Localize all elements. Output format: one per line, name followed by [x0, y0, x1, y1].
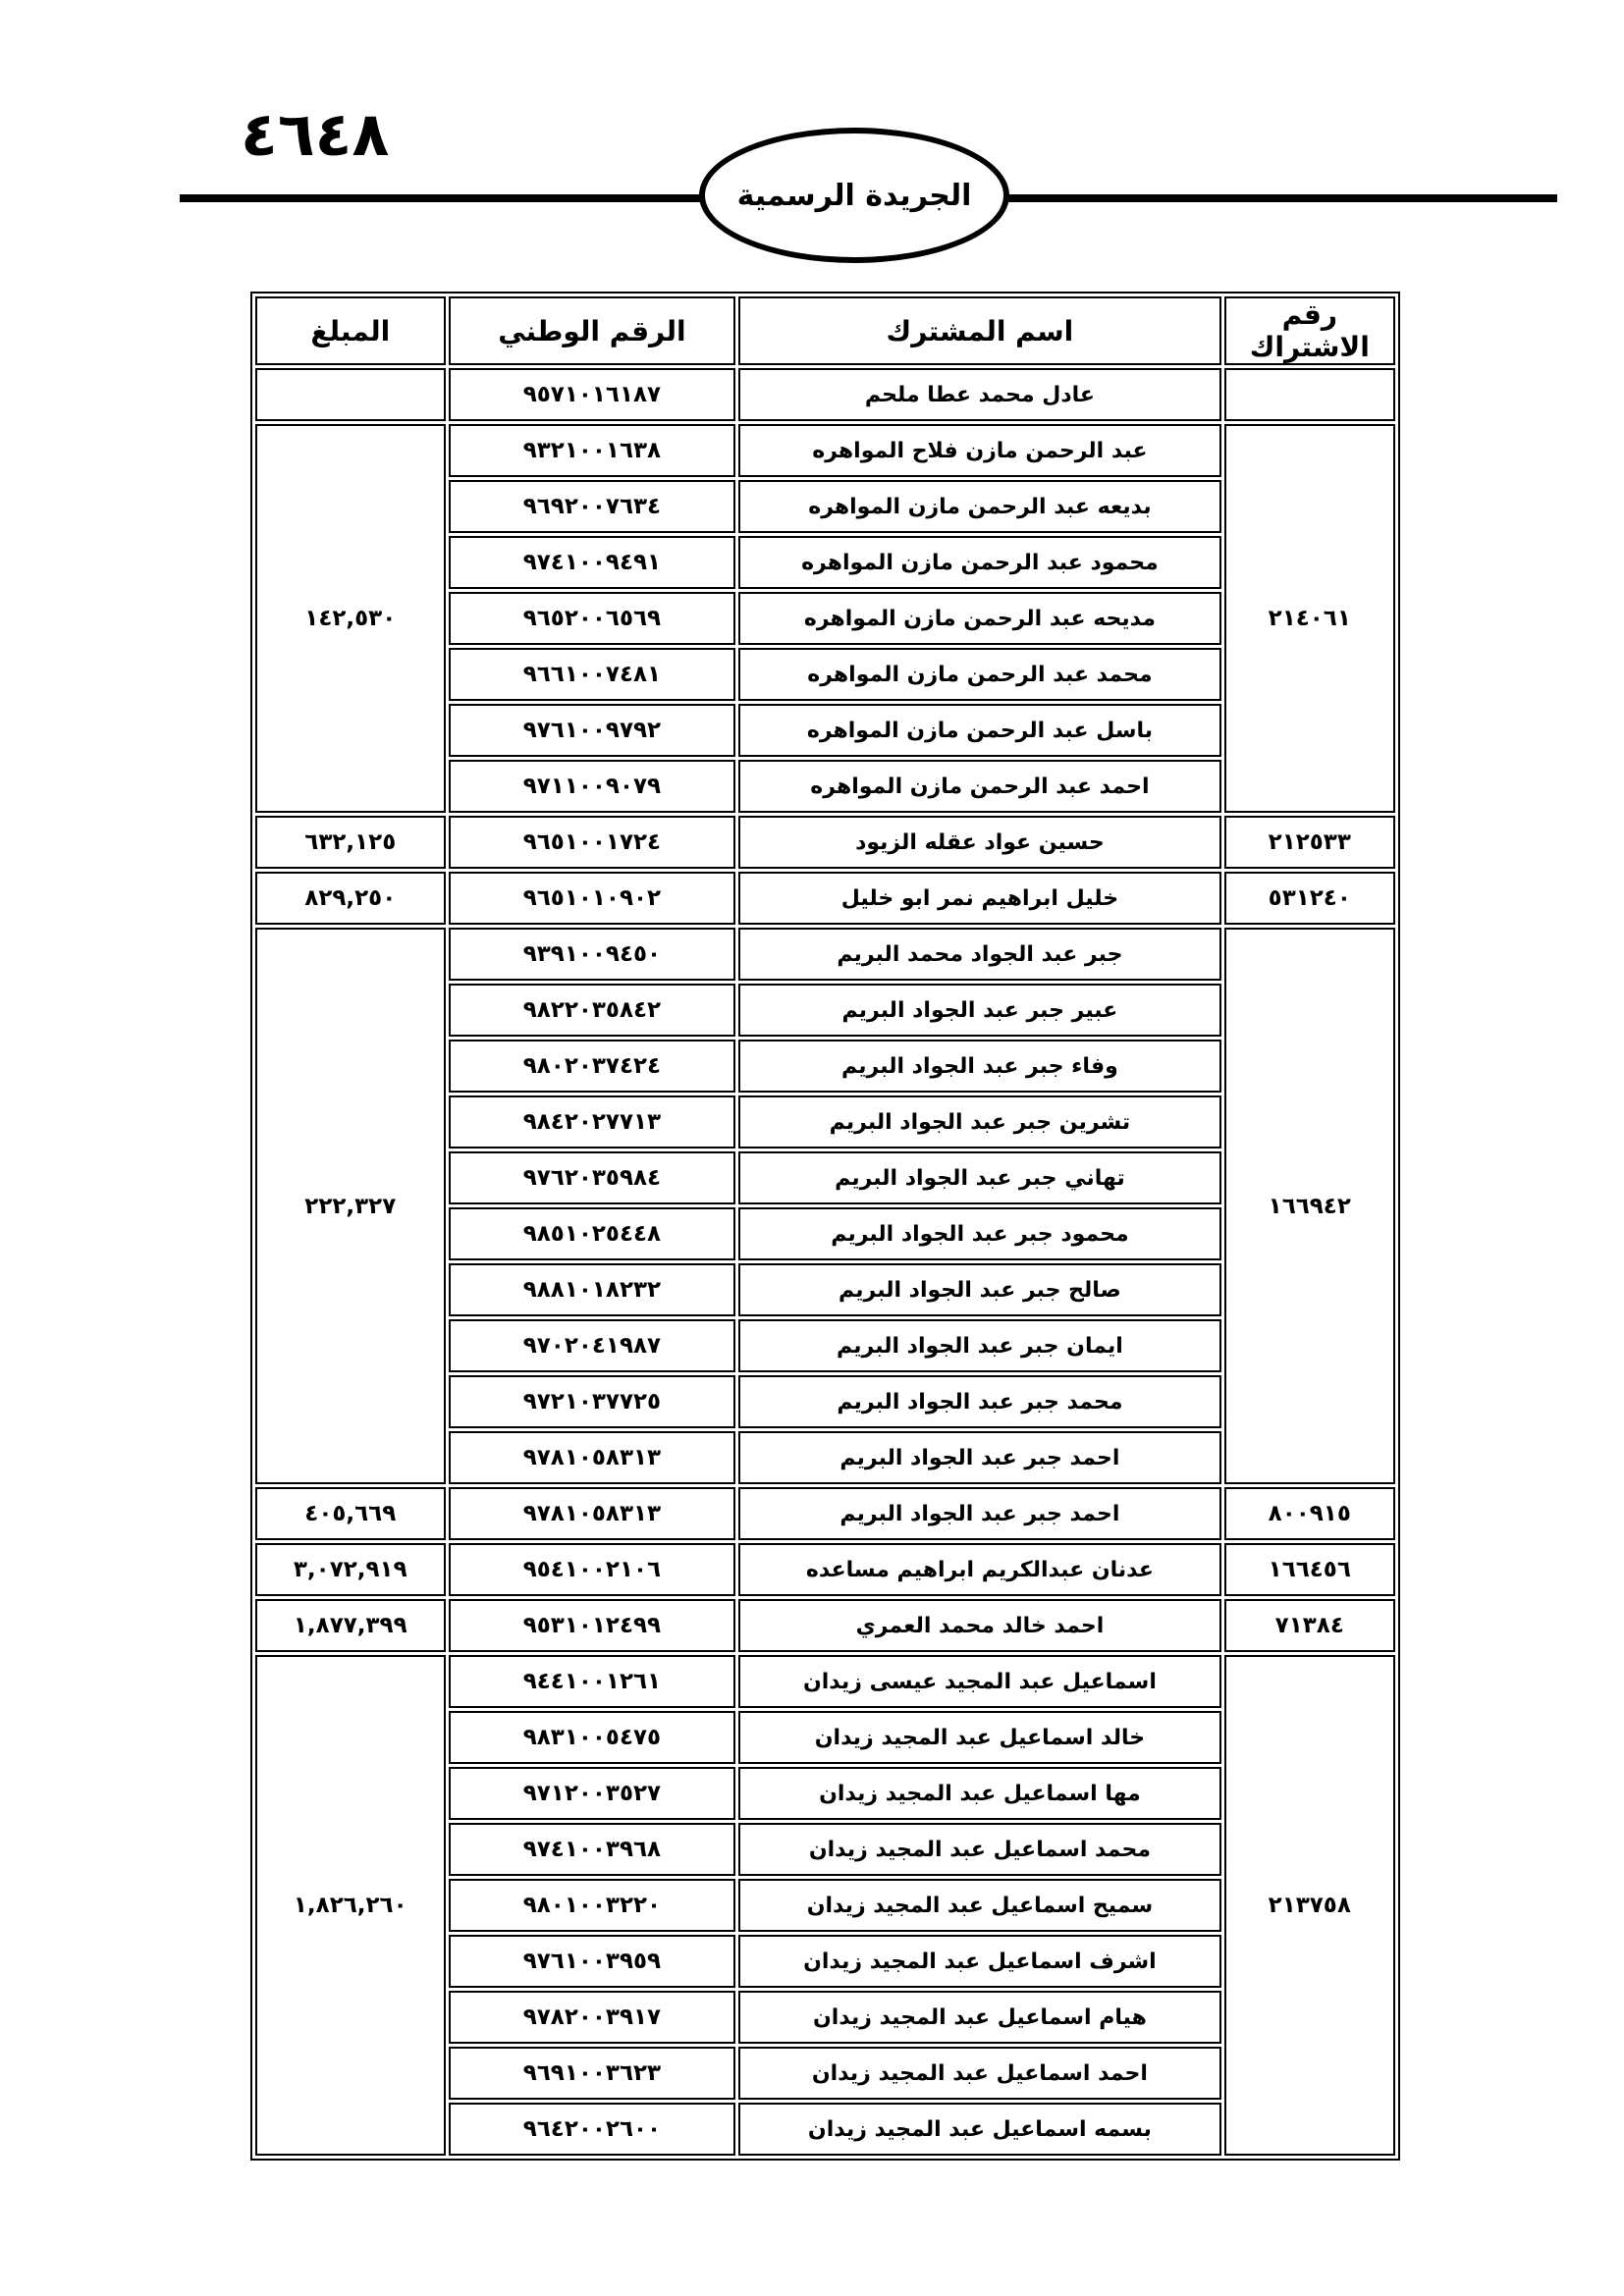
amount: ٢٢٢,٣٢٧: [255, 928, 446, 1484]
subscriber-name: عبير جبر عبد الجواد البريم: [738, 984, 1220, 1037]
subscriber-name: بديعه عبد الرحمن مازن المواهره: [738, 480, 1220, 533]
national-id: ٩٧٦١٠٠٩٧٩٢: [449, 704, 736, 757]
national-id: ٩٧٦٢٠٣٥٩٨٤: [449, 1151, 736, 1204]
table-row: [255, 816, 1395, 869]
subscriber-name: خليل ابراهيم نمر ابو خليل: [738, 872, 1220, 925]
amount: ١,٨٢٦,٢٦٠: [255, 1655, 446, 2156]
subscriber-name: احمد جبر عبد الجواد البريم: [738, 1487, 1220, 1540]
national-id: ٩٨٠١٠٠٣٢٢٠: [449, 1879, 736, 1932]
subscriber-name: عدنان عبدالكريم ابراهيم مساعده: [738, 1543, 1220, 1596]
subscriber-name: احمد خالد محمد العمري: [738, 1599, 1220, 1652]
subscriber-name: وفاء جبر عبد الجواد البريم: [738, 1040, 1220, 1093]
subscriber-name: اشرف اسماعيل عبد المجيد زيدان: [738, 1935, 1220, 1988]
subscriber-name: عبد الرحمن مازن فلاح المواهره: [738, 424, 1220, 477]
header-name: اسم المشترك: [738, 296, 1220, 365]
national-id: ٩٧٦١٠٠٣٩٥٩: [449, 1935, 736, 1988]
national-id: ٩٥٧١٠١٦١٨٧: [449, 368, 736, 421]
amount: ٨٢٩,٢٥٠: [255, 872, 446, 925]
national-id: ٩٦٥١٠٠١٧٢٤: [449, 816, 736, 869]
table-row: [255, 368, 1395, 421]
amount: ٦٣٢,١٢٥: [255, 816, 446, 869]
subscriber-name: احمد عبد الرحمن مازن المواهره: [738, 760, 1220, 813]
subscriber-name: محمود عبد الرحمن مازن المواهره: [738, 536, 1220, 589]
table-row: [255, 1599, 1395, 1652]
table-header-row: [255, 296, 1395, 365]
subscriber-name: تشرين جبر عبد الجواد البريم: [738, 1095, 1220, 1148]
national-id: ٩٤٤١٠٠١٢٦١: [449, 1655, 736, 1708]
national-id: ٩٨٥١٠٢٥٤٤٨: [449, 1207, 736, 1260]
amount: ١٤٢,٥٣٠: [255, 424, 446, 813]
subscriber-name: مديحه عبد الرحمن مازن المواهره: [738, 592, 1220, 645]
subscriber-name: عادل محمد عطا ملحم: [738, 368, 1220, 421]
subscriber-name: احمد جبر عبد الجواد البريم: [738, 1431, 1220, 1484]
amount: ٣,٠٧٢,٩١٩: [255, 1543, 446, 1596]
subscriber-name: محمد جبر عبد الجواد البريم: [738, 1375, 1220, 1428]
gazette-title: الجريدة الرسمية: [736, 178, 972, 213]
national-id: ٩٦٦١٠٠٧٤٨١: [449, 648, 736, 701]
subscription-number: ٢١٤٠٦١: [1224, 424, 1395, 813]
national-id: ٩٣٢١٠٠١٦٣٨: [449, 424, 736, 477]
national-id: ٩٣٩١٠٠٩٤٥٠: [449, 928, 736, 981]
table-row: [255, 424, 1395, 477]
subscriber-name: حسين عواد عقله الزيود: [738, 816, 1220, 869]
subscriber-name: سميح اسماعيل عبد المجيد زيدان: [738, 1879, 1220, 1932]
national-id: ٩٦٥٢٠٠٦٥٦٩: [449, 592, 736, 645]
subscription-number: ٧١٣٨٤: [1224, 1599, 1395, 1652]
national-id: ٩٧١٢٠٠٣٥٢٧: [449, 1767, 736, 1820]
subscriber-name: هيام اسماعيل عبد المجيد زيدان: [738, 1991, 1220, 2044]
subscribers-table: [250, 292, 1400, 2161]
header-oval: [699, 128, 1009, 263]
subscription-number: ١٦٦٤٥٦: [1224, 1543, 1395, 1596]
subscriber-name: باسل عبد الرحمن مازن المواهره: [738, 704, 1220, 757]
national-id: ٩٧٤١٠٠٩٤٩١: [449, 536, 736, 589]
national-id: ٩٥٤١٠٠٢١٠٦: [449, 1543, 736, 1596]
table-row: [255, 872, 1395, 925]
subscriber-name: محمود جبر عبد الجواد البريم: [738, 1207, 1220, 1260]
national-id: ٩٨٣١٠٠٥٤٧٥: [449, 1711, 736, 1764]
subscription-number: [1224, 368, 1395, 421]
subscription-number: ١٦٦٩٤٢: [1224, 928, 1395, 1484]
amount: [255, 368, 446, 421]
national-id: ٩٨٨١٠١٨٢٣٢: [449, 1263, 736, 1316]
subscriber-name: صالح جبر عبد الجواد البريم: [738, 1263, 1220, 1316]
subscriber-name: احمد اسماعيل عبد المجيد زيدان: [738, 2047, 1220, 2100]
national-id: ٩٦٩٢٠٠٧٦٣٤: [449, 480, 736, 533]
national-id: ٩٧٤١٠٠٣٩٦٨: [449, 1823, 736, 1876]
subscriber-name: تهاني جبر عبد الجواد البريم: [738, 1151, 1220, 1204]
subscription-number: ٢١٣٧٥٨: [1224, 1655, 1395, 2156]
national-id: ٩٧٢١٠٣٧٧٢٥: [449, 1375, 736, 1428]
table-row: [255, 1543, 1395, 1596]
subscriber-name: جبر عبد الجواد محمد البريم: [738, 928, 1220, 981]
national-id: ٩٦٩١٠٠٣٦٢٣: [449, 2047, 736, 2100]
table-row: [255, 1655, 1395, 1708]
subscriber-name: محمد عبد الرحمن مازن المواهره: [738, 648, 1220, 701]
national-id: ٩٧٨١٠٥٨٣١٣: [449, 1431, 736, 1484]
subscriber-name: ايمان جبر عبد الجواد البريم: [738, 1319, 1220, 1372]
table-row: [255, 1487, 1395, 1540]
table-row: [255, 928, 1395, 981]
subscriber-name: خالد اسماعيل عبد المجيد زيدان: [738, 1711, 1220, 1764]
national-id: ٩٦٤٢٠٠٢٦٠٠: [449, 2103, 736, 2156]
national-id: ٩٧٨١٠٥٨٣١٣: [449, 1487, 736, 1540]
national-id: ٩٦٥١٠١٠٩٠٢: [449, 872, 736, 925]
subscription-number: ٢١٢٥٣٣: [1224, 816, 1395, 869]
header-national-id: الرقم الوطني: [449, 296, 736, 365]
page-number: ٤٦٤٨: [241, 98, 390, 170]
subscriber-name: اسماعيل عبد المجيد عيسى زيدان: [738, 1655, 1220, 1708]
national-id: ٩٥٣١٠١٢٤٩٩: [449, 1599, 736, 1652]
header-amount: المبلغ: [255, 296, 446, 365]
subscription-number: ٨٠٠٩١٥: [1224, 1487, 1395, 1540]
national-id: ٩٨٢٢٠٣٥٨٤٢: [449, 984, 736, 1037]
amount: ٤٠٥,٦٦٩: [255, 1487, 446, 1540]
national-id: ٩٧٨٢٠٠٣٩١٧: [449, 1991, 736, 2044]
subscriber-name: بسمه اسماعيل عبد المجيد زيدان: [738, 2103, 1220, 2156]
subscription-number: ٥٣١٢٤٠: [1224, 872, 1395, 925]
subscriber-name: مها اسماعيل عبد المجيد زيدان: [738, 1767, 1220, 1820]
amount: ١,٨٧٧,٣٩٩: [255, 1599, 446, 1652]
national-id: ٩٧١١٠٠٩٠٧٩: [449, 760, 736, 813]
subscriber-name: محمد اسماعيل عبد المجيد زيدان: [738, 1823, 1220, 1876]
national-id: ٩٨٤٢٠٢٧٧١٣: [449, 1095, 736, 1148]
header-subscription: رقم الاشتراك: [1224, 296, 1395, 365]
national-id: ٩٨٠٢٠٣٧٤٢٤: [449, 1040, 736, 1093]
national-id: ٩٧٠٢٠٤١٩٨٧: [449, 1319, 736, 1372]
